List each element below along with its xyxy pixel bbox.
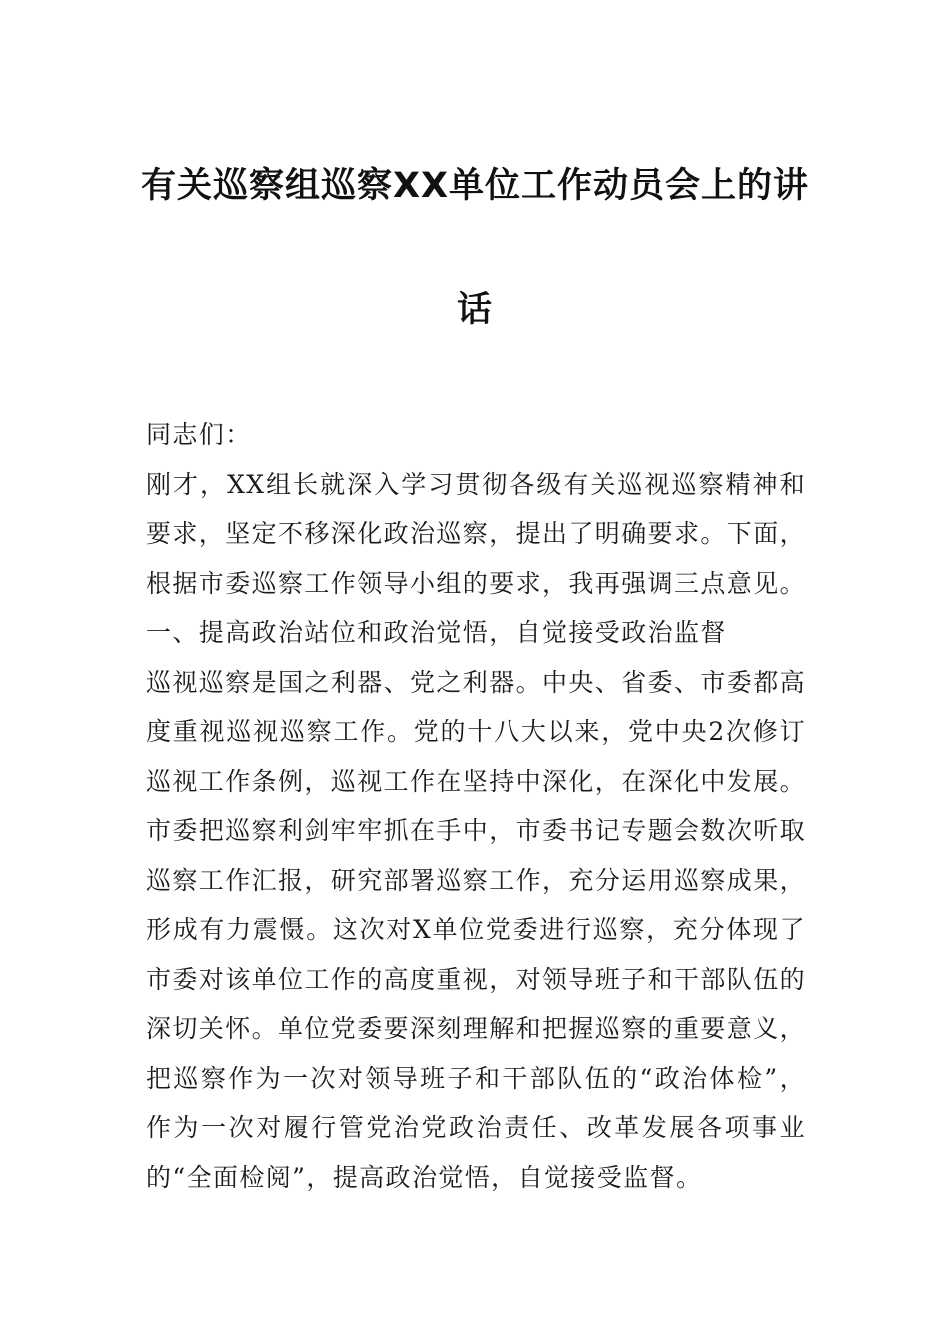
salutation: 同志们： (146, 420, 252, 449)
paragraph-section-1: 巡视巡察是国之利器、党之利器。中央、省委、市委都高度重视巡视巡察工作。党的十八大以来，党中央2次修订巡视工作条例，巡视工作在坚持中深化，在深化中发展。市委把巡察利剑牢牢抓在手中，市委书记专题会数次听取巡察工作汇报，研究部署巡察工作，充分运用巡察成果，形成有力震慑。这次对X单位党委进行巡察，充分体现了市委对该单位工作的高度重视，对领导班子和干部队伍的深切关怀。单位党委要深刻理解和把握巡察的重要意义，把巡察作为一次对领导班子和干部队伍的“政治体检”，作为一次对履行管党治党政治责任、改革发展各项事业的“全面检阅”，提高政治觉悟，自觉接受监督。 (146, 667, 807, 1192)
document-title-line-1: 有关巡察组巡察XX单位工作动员会上的讲 (141, 166, 809, 206)
section-heading-1: 一、提高政治站位和政治觉悟，自觉接受政治监督 (146, 618, 727, 647)
document-body (146, 410, 806, 1202)
paragraph-intro: 刚才，XX组长就深入学习贯彻各级有关巡视巡察精神和要求，坚定不移深化政治巡察，提出了明确要求。下面，根据市委巡察工作领导小组的要求，我再强调三点意见。 (146, 469, 807, 598)
document-title-line-2: 话 (456, 290, 493, 330)
